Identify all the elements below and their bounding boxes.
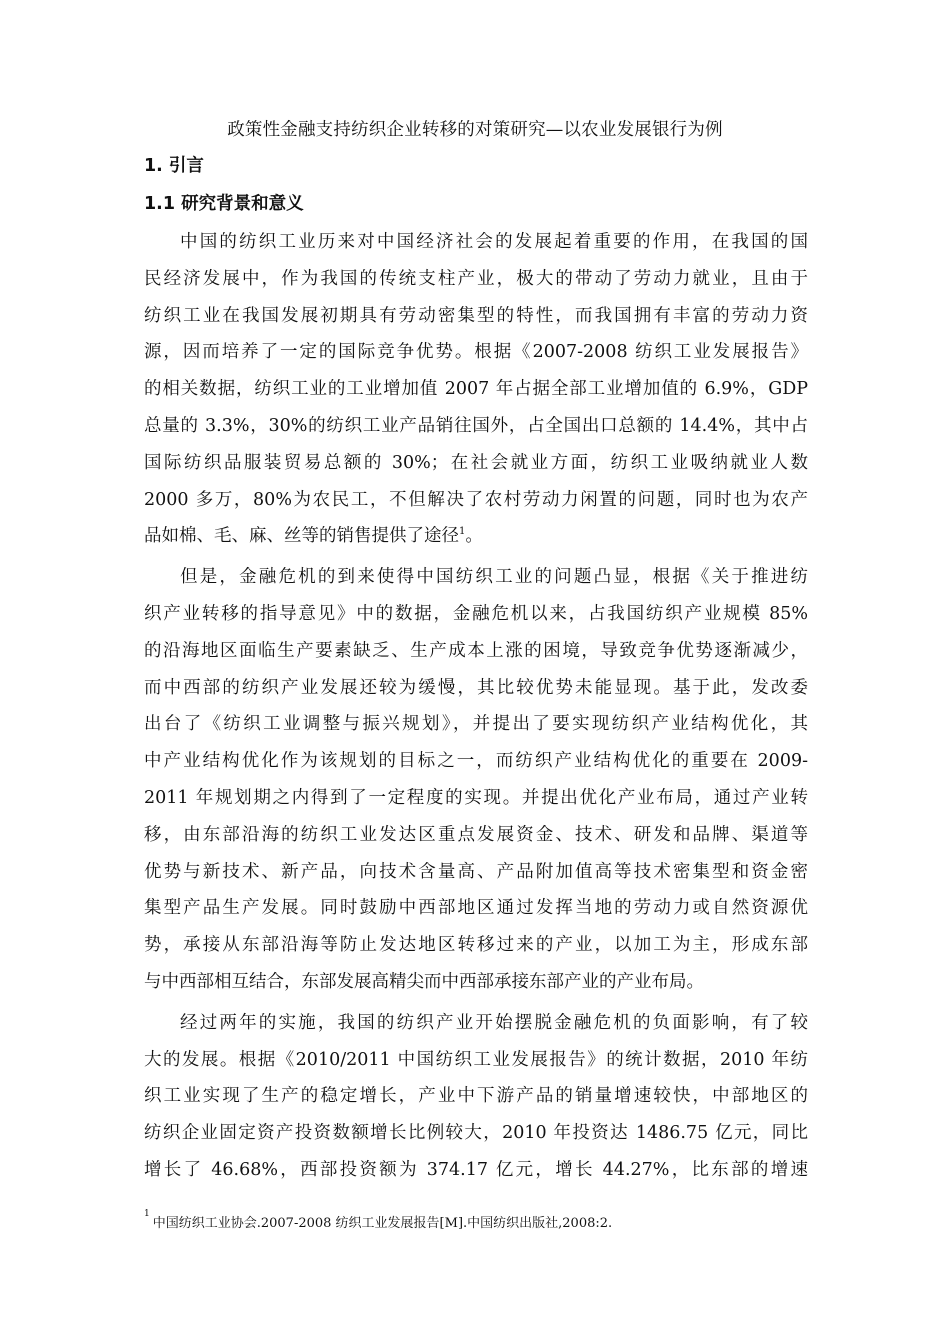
footnote-separator [144,1198,336,1199]
subsection-heading-background: 1.1 研究背景和意义 [144,194,304,214]
paragraph-line: 民经济发展中，作为我国的传统支柱产业，极大的带动了劳动力就业，且由于 [144,268,808,289]
paragraph-line: 国际纺织品服装贸易总额的 30%；在社会就业方面，纺织工业吸纳就业人数 [144,452,808,473]
footnote-text: 中国纺织工业协会.2007-2008 纺织工业发展报告[M].中国纺织出版社,2008:2. [152,1216,613,1231]
paragraph-line: 出台了《纺织工业调整与振兴规划》，并提出了要实现纺织产业结构优化，其 [144,714,808,735]
paragraph-line: 中产业结构优化作为该规划的目标之一，而纺织产业结构优化的重要在 2009- [144,751,808,772]
paragraph-line: 但是，金融危机的到来使得中国纺织工业的问题凸显，根据《关于推进纺 [180,567,808,588]
footnote-marker: 1 [144,1209,150,1219]
paragraph-2 [144,559,808,1001]
paragraph-line: 势，承接从东部沿海等防止发达地区转移过来的产业，以加工为主，形成东部 [144,935,808,956]
paragraph-line: 2011 年规划期之内得到了一定程度的实现。并提出优化产业布局，通过产业转 [144,787,808,808]
paragraph-line: 经过两年的实施，我国的纺织产业开始摆脱金融危机的负面影响，有了较 [180,1012,808,1033]
paragraph-line: 移，由东部沿海的纺织工业发达区重点发展资金、技术、研发和品牌、渠道等 [144,824,808,845]
footnote [144,1209,613,1231]
paragraph-line: 大的发展。根据《2010/2011 中国纺织工业发展报告》的统计数据，2010 年纺 [144,1049,808,1070]
paragraph-line: 而中西部的纺织产业发展还较为缓慢，其比较优势未能显现。基于此，发改委 [144,677,808,698]
paragraph-line: 织产业转移的指导意见》中的数据，金融危机以来，占我国纺织产业规模 85% [144,603,808,624]
paragraph-line: 的相关数据，纺织工业的工业增加值 2007 年占据全部工业增加值的 6.9%，GDP [144,379,808,400]
footnote-reference[interactable]: 1 [459,526,466,538]
paragraph-line: 品如棉、毛、麻、丝等的销售提供了途径 [144,526,459,547]
paragraph-line: 优势与新技术、新产品，向技术含量高、产品附加值高等技术密集型和资金密 [144,861,808,882]
paragraph-line: 集型产品生产发展。同时鼓励中西部地区通过发挥当地的劳动力或自然资源优 [144,898,808,919]
paragraph-line: 增长了 46.68%，西部投资额为 374.17 亿元，增长 44.27%，比东部的增速 [144,1159,808,1180]
paragraph-line: 的沿海地区面临生产要素缺乏、生产成本上涨的困境，导致竞争优势逐渐减少， [144,640,808,661]
document-title: 政策性金融支持纺织企业转移的对策研究—以农业发展银行为例 [227,120,723,140]
paragraph-line: 总量的 3.3%，30%的纺织工业产品销往国外，占全国出口总额的 14.4%，其中占 [144,415,808,436]
paragraph-line: 中国的纺织工业历来对中国经济社会的发展起着重要的作用，在我国的国 [180,232,808,252]
paragraph-line: 源，因而培养了一定的国际竞争优势。根据《2007-2008 纺织工业发展报告》 [144,342,808,363]
section-heading-introduction: 1. 引言 [144,156,204,176]
paragraph-line: 2000 多万，80%为农民工，不但解决了农村劳动力闲置的问题，同时也为农产 [144,489,808,510]
paragraph-3 [144,1005,808,1189]
paragraph-1 [144,224,808,555]
paragraph-line: 纺织企业固定资产投资数额增长比例较大，2010 年投资达 1486.75 亿元，同比 [144,1123,808,1144]
paragraph-line: 纺织工业在我国发展初期具有劳动密集型的特性，而我国拥有丰富的劳动力资 [144,305,808,326]
sentence-end: 。 [465,526,483,547]
paragraph-line: 与中西部相互结合，东部发展高精尖而中西部承接东部产业的产业布局。 [144,971,704,992]
body-text [144,224,808,1189]
paragraph-line: 织工业实现了生产的稳定增长，产业中下游产品的销量增速较快，中部地区的 [144,1086,808,1107]
paragraph-last-line [144,518,808,555]
